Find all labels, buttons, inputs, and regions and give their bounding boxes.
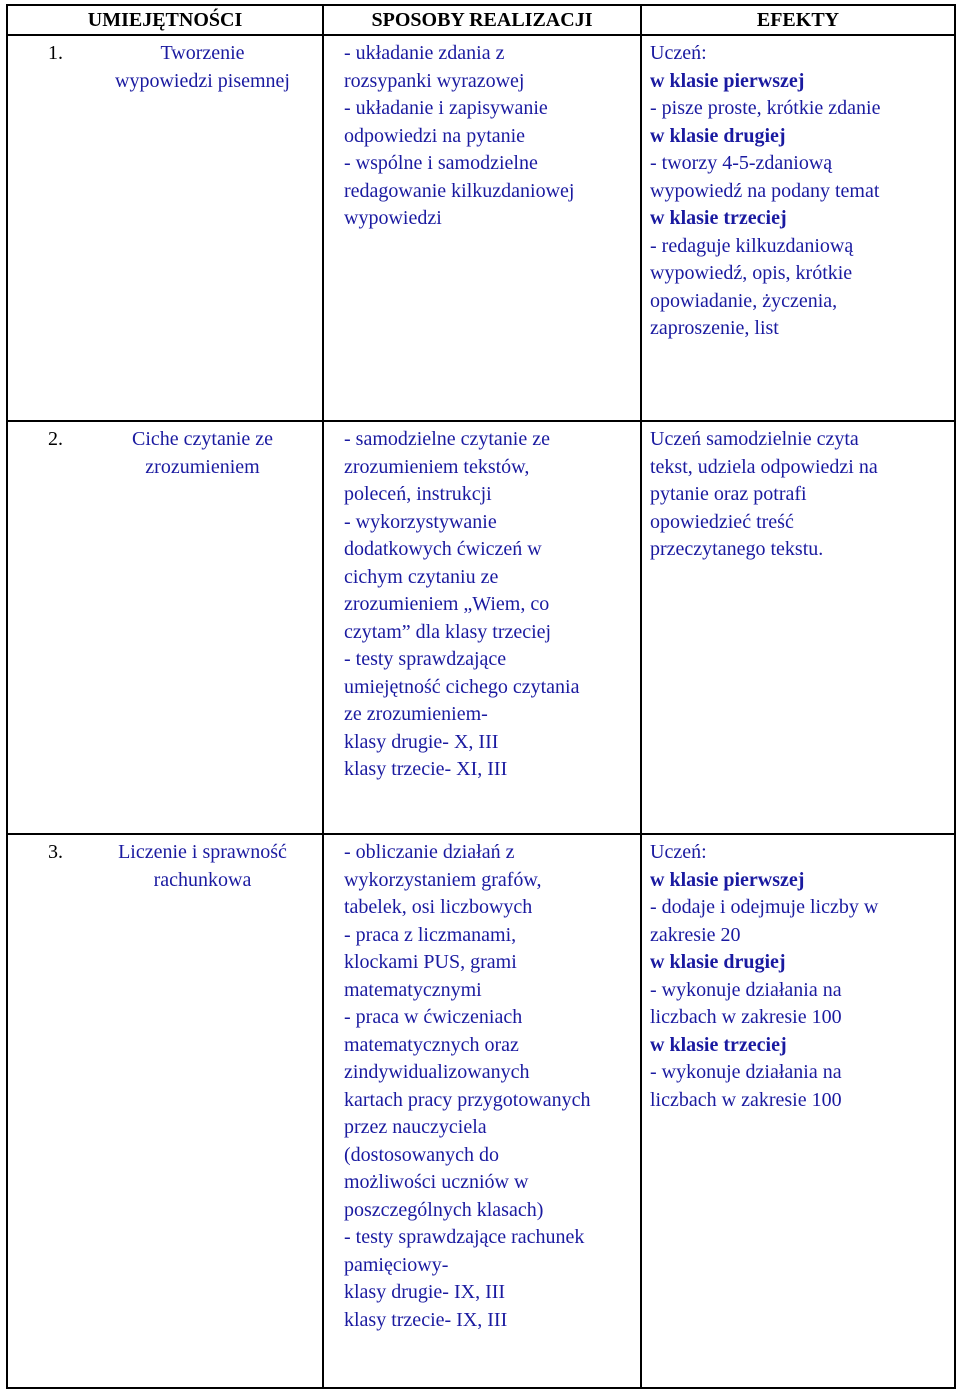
method-line: - wykorzystywanie <box>344 510 497 533</box>
effect-line: liczbach w zakresie 100 <box>650 1006 842 1028</box>
method-line: pamięciowy- <box>344 1253 449 1276</box>
method-line: tabelek, osi liczbowych <box>344 896 533 918</box>
method-line: dodatkowych ćwiczeń w <box>344 538 542 560</box>
method-line: matematycznych oraz <box>344 1033 519 1056</box>
skill-line: Tworzenie <box>160 42 245 64</box>
method-line: przez nauczyciela <box>344 1116 487 1138</box>
skill-line: Liczenie i sprawność <box>118 841 287 863</box>
method-line: czytam” dla klasy trzeciej <box>344 620 552 643</box>
method-line: - praca w ćwiczeniach <box>344 1006 523 1028</box>
methods-cell <box>323 834 641 1388</box>
method-line: wypowiedzi <box>344 207 442 229</box>
skill-cell <box>7 421 323 834</box>
effect-line: przeczytanego tekstu. <box>650 538 824 560</box>
effect-line: - tworzy 4-5-zdaniową <box>650 152 833 174</box>
methods-cell <box>323 421 641 834</box>
skill-name <box>89 839 316 894</box>
method-line: możliwości uczniów w <box>344 1171 529 1193</box>
effect-line: zaproszenie, list <box>650 317 779 339</box>
row-number: 2. <box>48 428 63 450</box>
method-line: - samodzielne czytanie ze <box>344 428 550 450</box>
method-line: - obliczanie działań z <box>344 841 515 863</box>
effects-cell <box>641 834 955 1388</box>
skill-name <box>89 426 316 481</box>
effect-line: - redaguje kilkuzdaniową <box>650 234 854 257</box>
method-line: zindywidualizowanych <box>344 1061 530 1083</box>
method-line: zrozumieniem „Wiem, co <box>344 593 550 615</box>
effect-line: - dodaje i odejmuje liczby w <box>650 896 879 918</box>
effect-line: liczbach w zakresie 100 <box>650 1088 842 1111</box>
effect-line: zakresie 20 <box>650 923 741 946</box>
row-number: 3. <box>48 841 63 863</box>
method-line: cichym czytaniu ze <box>344 565 499 588</box>
skill-cell <box>7 834 323 1388</box>
curriculum-table <box>6 4 956 1389</box>
effect-line: pytanie oraz potrafi <box>650 483 807 505</box>
skill-name <box>89 40 316 95</box>
method-line: matematycznymi <box>344 978 482 1001</box>
effect-line: wypowiedź, opis, krótkie <box>650 262 853 284</box>
method-line: - testy sprawdzające <box>344 648 507 670</box>
class-heading: w klasie pierwszej <box>650 868 805 891</box>
skill-line: wypowiedzi pisemnej <box>115 69 290 92</box>
header-methods: SPOSOBY REALIZACJI <box>323 5 641 35</box>
class-heading: w klasie pierwszej <box>650 69 805 92</box>
class-heading: w klasie drugiej <box>650 951 786 973</box>
skill-line: zrozumieniem <box>145 455 260 478</box>
effect-line: tekst, udziela odpowiedzi na <box>650 455 878 478</box>
method-line: umiejętność cichego czytania <box>344 675 580 698</box>
method-line: rozsypanki wyrazowej <box>344 69 525 92</box>
method-line: odpowiedzi na pytanie <box>344 124 526 147</box>
method-line: klasy trzecie- XI, III <box>344 758 508 780</box>
effect-line: Uczeń: <box>650 42 707 64</box>
table-row <box>7 35 955 421</box>
effect-line: Uczeń samodzielnie czyta <box>650 428 859 450</box>
header-effects: EFEKTY <box>641 5 955 35</box>
effect-line: - wykonuje działania na <box>650 978 842 1001</box>
class-heading: w klasie trzeciej <box>650 207 787 229</box>
method-line: klockami PUS, grami <box>344 951 517 973</box>
row-number: 1. <box>48 42 63 64</box>
methods-cell <box>323 35 641 421</box>
effect-line: Uczeń: <box>650 841 707 863</box>
method-line: - praca z liczmanami, <box>344 923 517 946</box>
class-heading: w klasie trzeciej <box>650 1033 787 1056</box>
skill-line: Ciche czytanie ze <box>131 428 274 450</box>
method-line: kartach pracy przygotowanych <box>344 1088 591 1111</box>
method-line: - testy sprawdzające rachunek <box>344 1226 585 1248</box>
effect-line: wypowiedź na podany temat <box>650 179 880 202</box>
skill-line: rachunkowa <box>153 868 252 891</box>
header-row <box>7 5 955 35</box>
effects-cell <box>641 421 955 834</box>
method-line: - układanie zdania z <box>344 42 505 64</box>
method-line: poszczególnych klasach) <box>344 1198 544 1221</box>
method-line: klasy drugie- IX, III <box>344 1281 506 1303</box>
effect-line: opowiedzieć treść <box>650 510 794 533</box>
table-row <box>7 834 955 1388</box>
method-line: klasy trzecie- IX, III <box>344 1308 508 1331</box>
method-line: redagowanie kilkuzdaniowej <box>344 179 575 202</box>
class-heading: w klasie drugiej <box>650 124 786 147</box>
method-line: - układanie i zapisywanie <box>344 97 548 119</box>
method-line: zrozumieniem tekstów, <box>344 455 530 478</box>
effect-line: - wykonuje działania na <box>650 1061 842 1083</box>
method-line: klasy drugie- X, III <box>344 730 499 753</box>
method-line: ze zrozumieniem- <box>344 703 488 725</box>
method-line: (dostosowanych do <box>344 1143 499 1166</box>
method-line: wykorzystaniem grafów, <box>344 868 542 891</box>
effects-cell <box>641 35 955 421</box>
table-row <box>7 421 955 834</box>
effect-line: opowiadanie, życzenia, <box>650 289 838 312</box>
method-line: - wspólne i samodzielne <box>344 152 538 174</box>
header-skills: UMIEJĘTNOŚCI <box>7 5 323 35</box>
effect-line: - pisze proste, krótkie zdanie <box>650 97 881 119</box>
skill-cell <box>7 35 323 421</box>
method-line: poleceń, instrukcji <box>344 483 492 505</box>
